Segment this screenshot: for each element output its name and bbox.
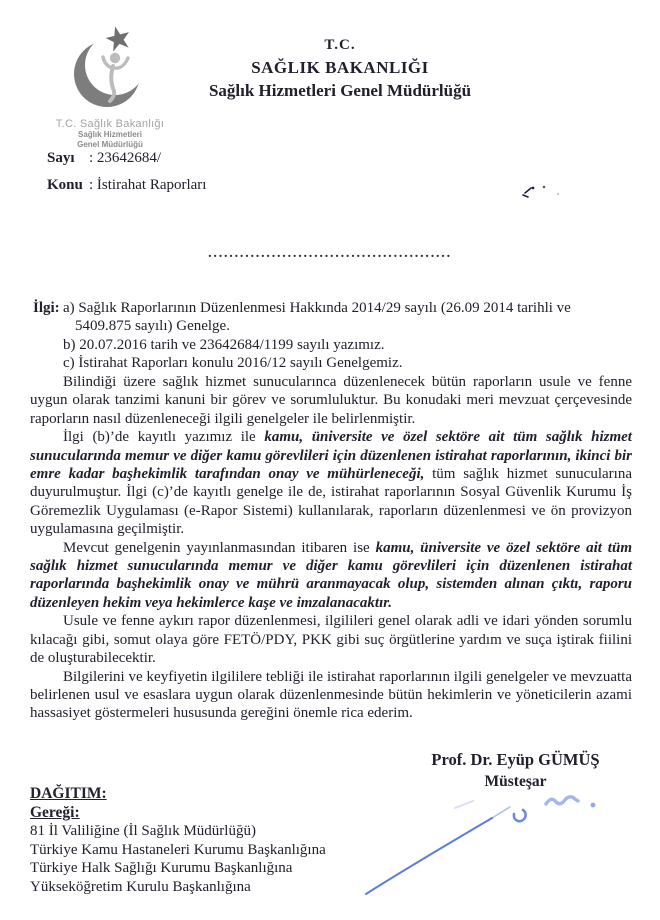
ilgi-label: İlgi: [33, 300, 60, 316]
distribution-item: Yükseköğretim Kurulu Başkanlığına [30, 878, 251, 895]
distribution-item: 81 İl Valiliğine (İl Sağlık Müdürlüğü) [30, 823, 256, 840]
letterhead-directorate: Sağlık Hizmetleri Genel Müdürlüğü [208, 81, 472, 100]
paragraph [30, 539, 632, 613]
konu-value: : İstirahat Raporları [89, 177, 207, 193]
logo-title: T.C. Sağlık Bakanlığı [55, 118, 165, 130]
distribution-title: DAĞITIM: [30, 785, 107, 802]
logo-subtitle-2: Genel Müdürlüğü [77, 139, 143, 149]
body-text-segment: Bilindiği üzere sağlık hizmet sunucularınca düzenlenecek bütün raporların usule ve fenne uygun olarak tanzimi kanuni bir görev ve sorumluluktur. Bu konudaki meri mevzuat çerçevesinde raporların nasıl düzenleneceği ilgili genelgeler ile belirlenmiştir. [30, 374, 632, 427]
paragraph [30, 612, 632, 667]
konu-row [47, 177, 206, 194]
distribution-item: Türkiye Kamu Hastaneleri Kurumu Başkanlığına [30, 841, 326, 858]
distribution-subtitle: Gereği: [30, 803, 80, 821]
letterhead [20, 37, 660, 101]
logo-subtitle-1: Sağlık Hizmetleri [77, 130, 143, 139]
handwritten-signature-icon [360, 778, 610, 908]
signatory-title: Müsteşar [484, 773, 547, 790]
signatory-name: Prof. Dr. Eyüp GÜMÜŞ [431, 750, 600, 769]
ilgi-item: b) 20.07.2016 tarih ve 23642684/1199 sayılı yazımız. [63, 336, 385, 353]
distribution-block [30, 785, 326, 897]
paragraph [30, 668, 632, 723]
recipient-dotted-line: .............................................. [208, 246, 452, 261]
letterhead-tc: T.C. [324, 37, 356, 53]
ilgi-item: a) Sağlık Raporlarının Düzenlenmesi Hakkında 2014/29 sayılı (26.09 2014 tarihli ve 5409.875 sayılı) Genelge. [63, 300, 571, 335]
sayi-label: Sayı [47, 150, 75, 166]
paragraph [30, 373, 632, 428]
konu-label: Konu [47, 177, 83, 193]
body-text-segment: Bilgilerini ve keyfiyetin ilgililere tebliği ile istirahat raporlarının ilgili genelgeler ve mevzuatta belirlenen usul ve esaslara uygun olarak düzenlenmesinde bütün hekimlerin ve yöneticilerin azami hassasiyet göstermeleri hususunda gereğini önemle rica ederim. [30, 668, 632, 722]
pen-scribble-mark [518, 178, 572, 204]
sayi-value: : 23642684/ [89, 150, 162, 166]
ilgi-item: c) İstirahat Raporları konulu 2016/12 sayılı Genelgemiz. [63, 355, 403, 372]
body-text-segment: tüm sağlık hizmet sunucularına duyurulmuştur. İlgi (c)’de kayıtlı genelge ile de, istirahat raporlarının Sosyal Güvenlik Kurumu İş Göremezlik Uygulaması (e-Rapor Sistemi) kullanılarak, raporların düzenlenmesi ve ön provizyon uygulamasına geçilmiştir. [30, 466, 632, 538]
letter-body [30, 373, 632, 723]
distribution-list [30, 822, 326, 896]
document-meta [47, 150, 206, 204]
paragraph [30, 428, 632, 538]
letterhead-ministry: SAĞLIK BAKANLIĞI [251, 58, 429, 77]
references-block [33, 299, 633, 373]
body-text-segment: Usule ve fenne aykırı rapor düzenlenmesi, ilgilileri genel olarak adli ve idari yönden sorumlu kılacağı gibi, somut olaya göre FETÖ/PDY, PKK gibi suç örgütlerine yardım ve suça iştirak fiilini de oluşturabilecektir. [30, 613, 632, 667]
emphasized-text: kamu, üniversite ve özel sektöre ait tüm sağlık hizmet sunucularında memur ve diğer kamu görevlileri için düzenlenen istirahat raporlarının, ikinci bir emre kadar başhekimlik tarafından onay ve mühürleneceği, [30, 429, 632, 483]
body-text-segment: İlgi (b)’de kayıtlı yazımız ile [63, 429, 265, 446]
body-text-segment: Mevcut genelgenin yayınlanmasından itibaren ise [63, 539, 376, 556]
ilgi-items [63, 299, 623, 373]
sayi-row [47, 150, 206, 167]
distribution-item: Türkiye Halk Sağlığı Kurumu Başkanlığına [30, 860, 293, 877]
emphasized-text: kamu, üniversite ve özel sektöre ait tüm sağlık hizmet sunucularında memur ve diğer kamu görevlileri için düzenlenen istirahat raporlarında başhekimlik onay ve mührü aranmayacak olup, sistemden alınan çıktı, raporu düzenleyen hekim veya hekimlerce kaşe ve imzalanacaktır. [30, 539, 632, 611]
